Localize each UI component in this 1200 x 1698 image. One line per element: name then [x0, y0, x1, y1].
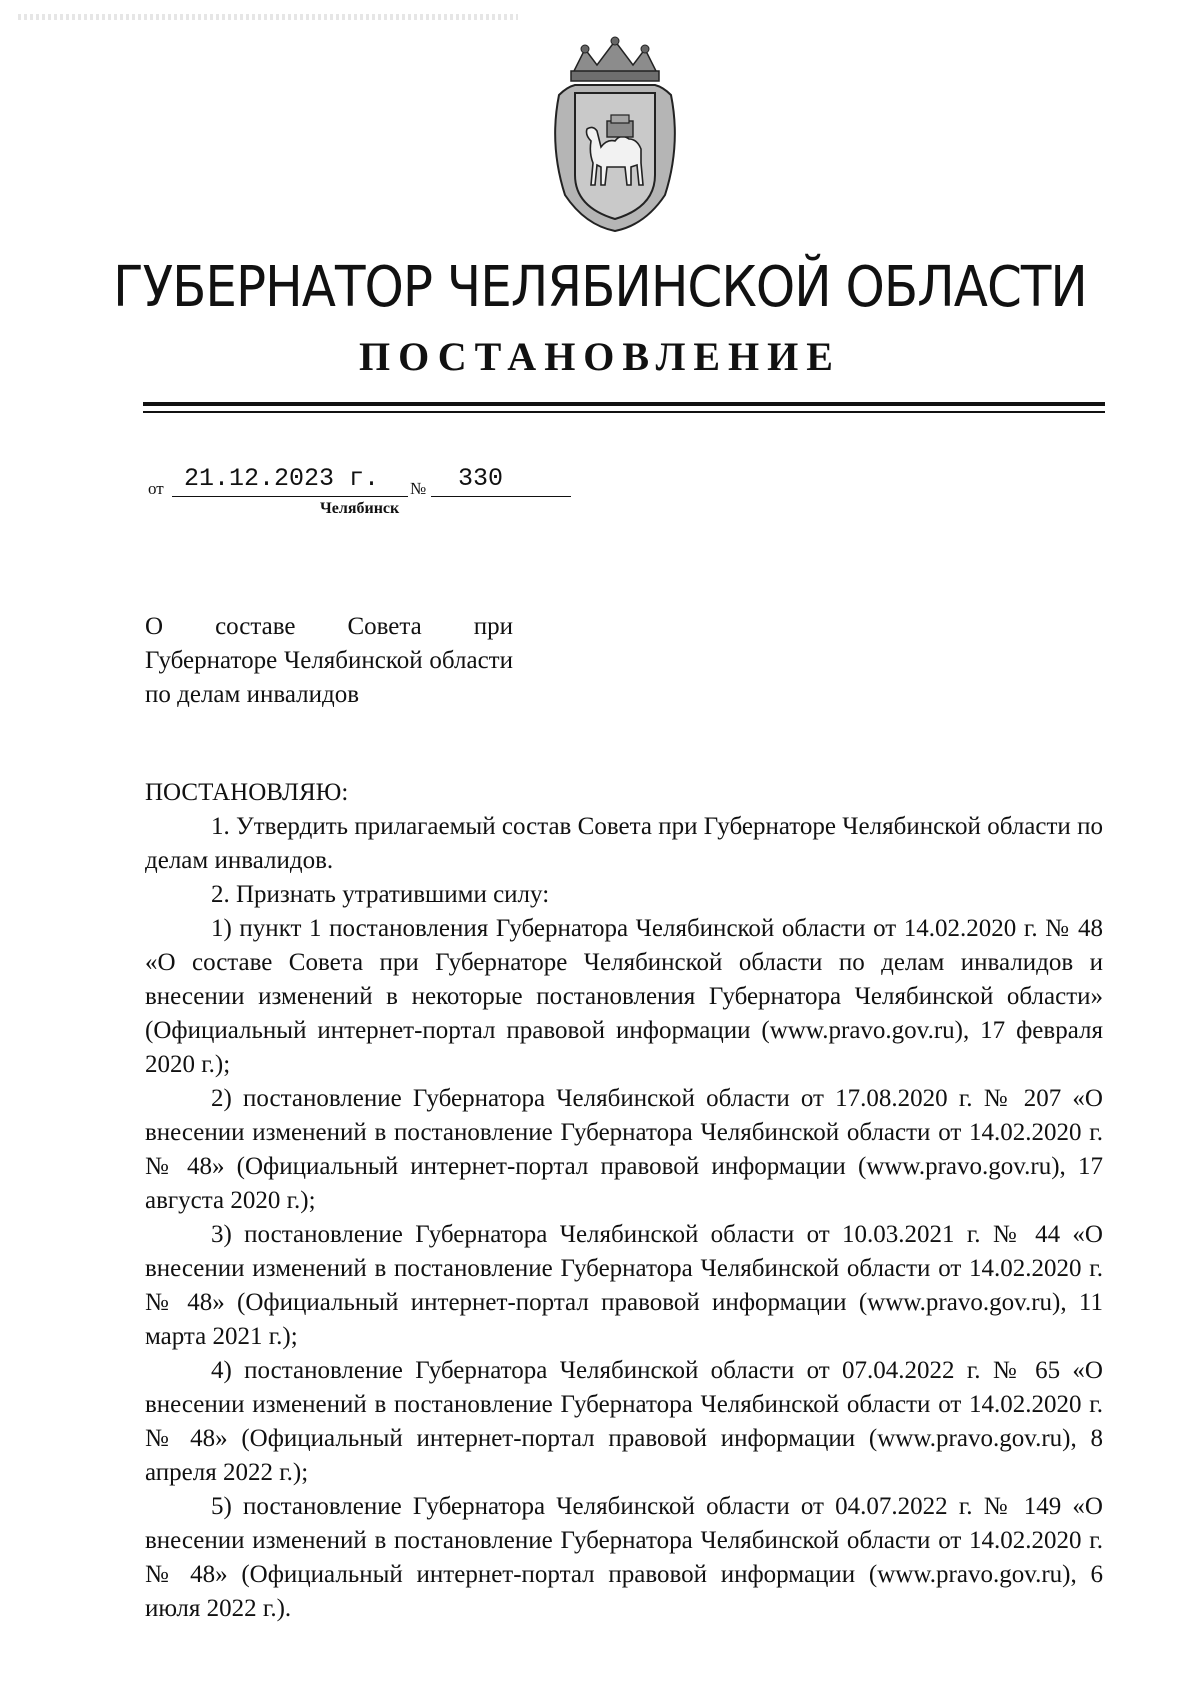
document-date: 21.12.2023 г. [184, 464, 380, 493]
decree-subitem: 5) постановление Губернатора Челябинской области от 04.07.2022 г. № 149 «О внесении изменений в постановление Губернатора Челябинской области от 14.02.2020 г. № 48» (Официальный интернет-портал правовой информации (www.pravo.gov.ru), 6 июля 2022 г.). [145, 1493, 1103, 1622]
decree-subitem: 3) постановление Губернатора Челябинской области от 10.03.2021 г. № 44 «О внесении изменений в постановление Губернатора Челябинской области от 14.02.2020 г. № 48» (Официальный интернет-портал правовой информации (www.pravo.gov.ru), 11 марта 2021 г.); [145, 1221, 1103, 1350]
header-rule-thick [143, 402, 1105, 406]
header-rule-thin [143, 411, 1105, 413]
issue-city: Челябинск [320, 500, 400, 517]
scan-artifact [18, 14, 518, 20]
decree-item: 1. Утвердить прилагаемый состав Совета при Губернаторе Челябинской области по делам инвалидов. [145, 813, 1103, 874]
document-subject: О составе Совета при Губернаторе Челябинской области по делам инвалидов [145, 613, 513, 708]
date-underline [172, 496, 408, 497]
date-number-line [148, 464, 608, 500]
decree-subitem: 1) пункт 1 постановления Губернатора Челябинской области от 14.02.2020 г. № 48 «О составе Совета при Губернаторе Челябинской области по делам инвалидов и внесении изменений в некоторые постановления Губернатора Челябинской области» (Официальный интернет-портал правовой информации (www.pravo.gov.ru), 17 февраля 2020 г.); [145, 915, 1103, 1078]
decree-subitem: 2) постановление Губернатора Челябинской области от 17.08.2020 г. № 207 «О внесении изменений в постановление Губернатора Челябинской области от 14.02.2020 г. № 48» (Официальный интернет-портал правовой информации (www.pravo.gov.ru), 17 августа 2020 г.); [145, 1085, 1103, 1214]
number-underline [431, 496, 571, 497]
document-type: ПОСТАНОВЛЕНИЕ [359, 334, 841, 379]
document-body [145, 776, 1103, 1626]
issuer-title: ГУБЕРНАТОР ЧЕЛЯБИНСКОЙ ОБЛАСТИ [113, 254, 1087, 320]
coat-of-arms-icon [545, 35, 685, 235]
number-prefix: № [410, 479, 427, 498]
decree-item: 2. Признать утратившими силу: [211, 881, 550, 908]
date-prefix: от [148, 479, 164, 498]
decree-subitem: 4) постановление Губернатора Челябинской области от 07.04.2022 г. № 65 «О внесении изменений в постановление Губернатора Челябинской области от 14.02.2020 г. № 48» (Официальный интернет-портал правовой информации (www.pravo.gov.ru), 8 апреля 2022 г.); [145, 1357, 1103, 1486]
decree-word: ПОСТАНОВЛЯЮ: [145, 779, 349, 806]
document-number: 330 [458, 464, 504, 493]
